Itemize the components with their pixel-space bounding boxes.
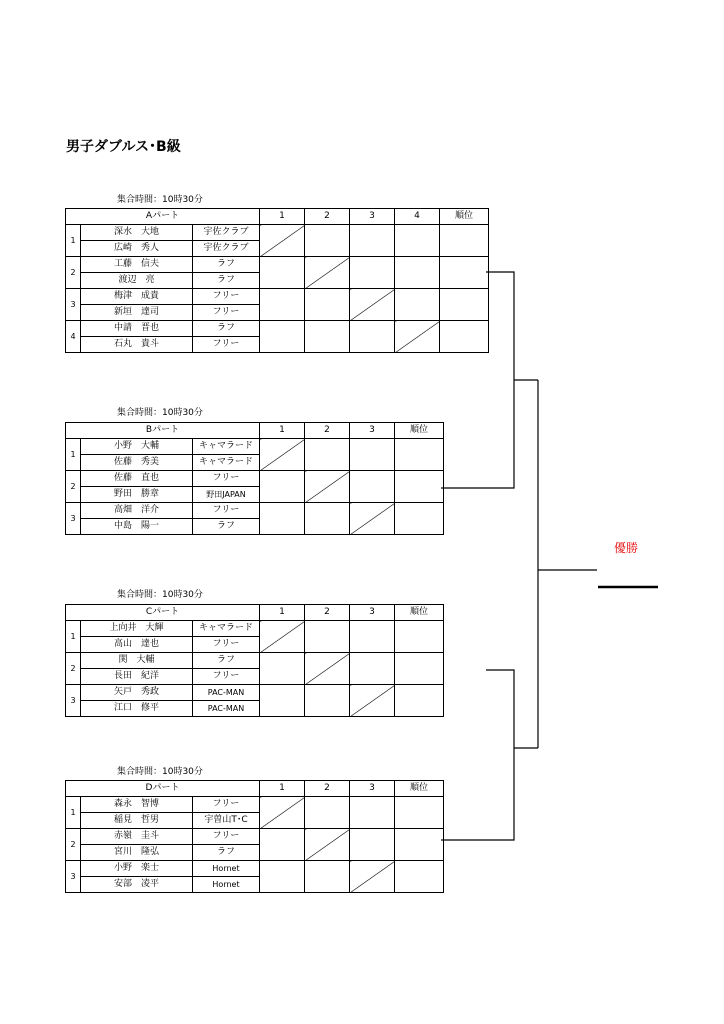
group-number: 1 <box>66 439 81 471</box>
player-team: Hornet <box>193 877 260 893</box>
column-header: 3 <box>350 605 395 621</box>
column-header: 2 <box>305 423 350 439</box>
player-name: 中請 晋也 <box>81 321 193 337</box>
player-team: 宇佐クラブ <box>193 241 260 257</box>
player-team: フリー <box>193 637 260 653</box>
bracket-line-c <box>486 670 514 748</box>
player-name: 上向井 大輝 <box>81 621 193 637</box>
player-name: 安部 凌平 <box>81 877 193 893</box>
column-header: 2 <box>305 209 350 225</box>
player-team: フリー <box>193 337 260 353</box>
part-name: Cパート <box>66 605 260 621</box>
meet-time: 集合時間：10時30分 <box>117 195 203 205</box>
player-name: 梅津 成貴 <box>81 289 193 305</box>
player-team: フリー <box>193 289 260 305</box>
player-team: キャマラード <box>193 455 260 471</box>
page-title: 男子ダブルス･B級 <box>66 139 181 155</box>
player-name: 高畑 洋介 <box>81 503 193 519</box>
player-name: 関 大輔 <box>81 653 193 669</box>
rank-header: 順位 <box>395 605 444 621</box>
player-team: フリー <box>193 669 260 685</box>
column-header: 1 <box>260 781 305 797</box>
column-header: 2 <box>305 781 350 797</box>
column-header: 3 <box>350 781 395 797</box>
group-number: 3 <box>66 861 81 893</box>
group-number: 1 <box>66 797 81 829</box>
player-team: キャマラード <box>193 439 260 455</box>
group-number: 3 <box>66 289 81 321</box>
bracket-line-a <box>486 272 514 380</box>
column-header: 4 <box>395 209 440 225</box>
player-team: ラフ <box>193 321 260 337</box>
player-name: 高山 達也 <box>81 637 193 653</box>
player-team: フリー <box>193 829 260 845</box>
player-team: 宇佐クラブ <box>193 225 260 241</box>
player-name: 工藤 信夫 <box>81 257 193 273</box>
part-name: Dパート <box>66 781 260 797</box>
part-name: Bパート <box>66 423 260 439</box>
group-number: 2 <box>66 257 81 289</box>
player-team: フリー <box>193 503 260 519</box>
player-name: 佐藤 秀美 <box>81 455 193 471</box>
player-name: 深水 大地 <box>81 225 193 241</box>
column-header: 1 <box>260 423 305 439</box>
bracket-line-b <box>441 380 514 488</box>
column-header: 1 <box>260 605 305 621</box>
column-header: 1 <box>260 209 305 225</box>
player-name: 小野 大輔 <box>81 439 193 455</box>
player-team: ラフ <box>193 845 260 861</box>
player-name: 石丸 貴斗 <box>81 337 193 353</box>
player-name: 小野 楽士 <box>81 861 193 877</box>
bracket-line-d <box>441 748 514 840</box>
column-header: 3 <box>350 423 395 439</box>
player-team: キャマラード <box>193 621 260 637</box>
player-team: ラフ <box>193 257 260 273</box>
player-name: 森永 智博 <box>81 797 193 813</box>
player-team: Hornet <box>193 861 260 877</box>
player-team: PAC-MAN <box>193 685 260 701</box>
meet-time: 集合時間：10時30分 <box>117 590 203 600</box>
player-name: 宮川 隆弘 <box>81 845 193 861</box>
rank-header: 順位 <box>440 209 489 225</box>
player-name: 新垣 達司 <box>81 305 193 321</box>
group-number: 2 <box>66 829 81 861</box>
player-name: 稲見 哲男 <box>81 813 193 829</box>
player-name: 江口 修平 <box>81 701 193 717</box>
player-team: ラフ <box>193 653 260 669</box>
group-number: 4 <box>66 321 81 353</box>
group-number: 3 <box>66 503 81 535</box>
player-name: 矢戸 秀政 <box>81 685 193 701</box>
player-name: 野田 勝章 <box>81 487 193 503</box>
player-team: フリー <box>193 471 260 487</box>
part-name: Aパート <box>66 209 260 225</box>
group-number: 2 <box>66 471 81 503</box>
player-name: 赤嶺 圭斗 <box>81 829 193 845</box>
rank-header: 順位 <box>395 423 444 439</box>
player-team: PAC-MAN <box>193 701 260 717</box>
column-header: 2 <box>305 605 350 621</box>
group-number: 3 <box>66 685 81 717</box>
player-team: フリー <box>193 797 260 813</box>
player-name: 広崎 秀人 <box>81 241 193 257</box>
group-number: 1 <box>66 225 81 257</box>
player-team: ラフ <box>193 519 260 535</box>
player-team: 宇曽山T･C <box>193 813 260 829</box>
player-name: 渡辺 亮 <box>81 273 193 289</box>
champion-label: 優勝 <box>614 541 639 555</box>
player-team: フリー <box>193 305 260 321</box>
group-number: 2 <box>66 653 81 685</box>
group-number: 1 <box>66 621 81 653</box>
meet-time: 集合時間：10時30分 <box>117 408 203 418</box>
player-name: 長田 紀洋 <box>81 669 193 685</box>
meet-time: 集合時間：10時30分 <box>117 767 203 777</box>
player-team: ラフ <box>193 273 260 289</box>
column-header: 3 <box>350 209 395 225</box>
player-name: 佐藤 直也 <box>81 471 193 487</box>
player-team: 野田JAPAN <box>193 487 260 503</box>
rank-header: 順位 <box>395 781 444 797</box>
player-name: 中島 陽一 <box>81 519 193 535</box>
